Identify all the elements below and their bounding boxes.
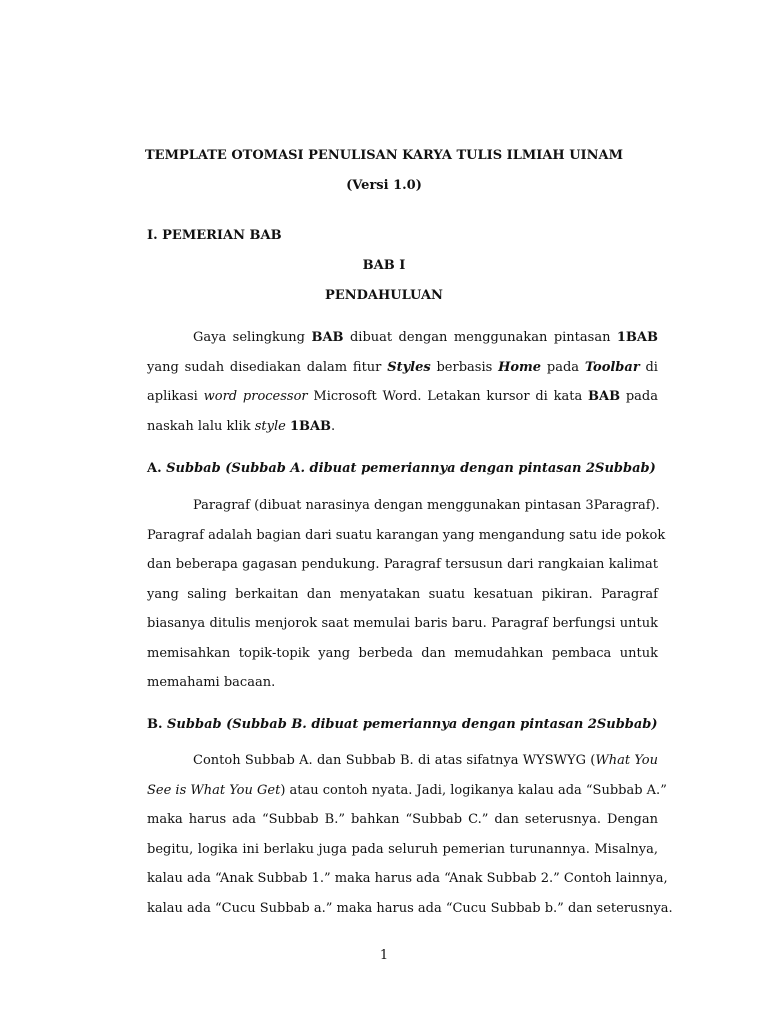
paragraph-2-line-3: dan beberapa gagasan pendukung. Paragraf tersusun dari rangkaian kalimat bbox=[147, 557, 658, 572]
chapter-title: PENDAHULUAN bbox=[325, 288, 443, 303]
paragraph-2-line-6: memisahkan topik-topik yang berbeda dan memudahkan pembaca untuk bbox=[147, 646, 658, 661]
document-title: TEMPLATE OTOMASI PENULISAN KARYA TULIS ILMIAH UINAM bbox=[144, 148, 623, 163]
paragraph-1-line-4: naskah lalu klik style 1BAB. bbox=[147, 419, 336, 434]
paragraph-3-line-2: See is What You Get) atau contoh nyata. Jadi, logikanya kalau ada “Subbab A.” bbox=[147, 783, 667, 798]
paragraph-3-line-6: kalau ada “Cucu Subbab a.” maka harus ada “Cucu Subbab b.” dan seterusnya. bbox=[147, 901, 673, 916]
paragraph-3-line-1: Contoh Subbab A. dan Subbab B. di atas sifatnya WYSWYG (What You bbox=[193, 753, 658, 768]
paragraph-3-line-4: begitu, logika ini berlaku juga pada seluruh pemerian turunannya. Misalnya, bbox=[147, 842, 658, 857]
paragraph-3-line-3: maka harus ada “Subbab B.” bahkan “Subbab C.” dan seterusnya. Dengan bbox=[147, 812, 658, 827]
subbab-b-heading: B. Subbab (Subbab B. dibuat pemeriannya dengan pintasan 2Subbab) bbox=[147, 717, 658, 732]
document-version: (Versi 1.0) bbox=[346, 178, 422, 193]
chapter-number: BAB I bbox=[362, 258, 406, 273]
paragraph-1-line-2: yang sudah disediakan dalam fitur Styles berbasis Home pada Toolbar di bbox=[147, 360, 658, 375]
paragraph-1-line-1: Gaya selingkung BAB dibuat dengan menggunakan pintasan 1BAB bbox=[193, 330, 658, 345]
subbab-a-heading: A. Subbab (Subbab A. dibuat pemeriannya dengan pintasan 2Subbab) bbox=[147, 461, 656, 476]
page-number: 1 bbox=[379, 948, 389, 963]
section-heading: I. PEMERIAN BAB bbox=[147, 228, 282, 243]
paragraph-1-line-3: aplikasi word processor Microsoft Word. Letakan kursor di kata BAB pada bbox=[147, 389, 658, 404]
paragraph-2-line-7: memahami bacaan. bbox=[147, 675, 276, 690]
paragraph-3-line-5: kalau ada “Anak Subbab 1.” maka harus ada “Anak Subbab 2.” Contoh lainnya, bbox=[147, 871, 668, 886]
paragraph-2-line-5: biasanya ditulis menjorok saat memulai baris baru. Paragraf berfungsi untuk bbox=[147, 616, 658, 631]
paragraph-2-line-1: Paragraf (dibuat narasinya dengan menggunakan pintasan 3Paragraf). bbox=[193, 498, 660, 513]
paragraph-2-line-4: yang saling berkaitan dan menyatakan suatu kesatuan pikiran. Paragraf bbox=[147, 587, 658, 602]
paragraph-2-line-2: Paragraf adalah bagian dari suatu karangan yang mengandung satu ide pokok bbox=[147, 528, 666, 543]
